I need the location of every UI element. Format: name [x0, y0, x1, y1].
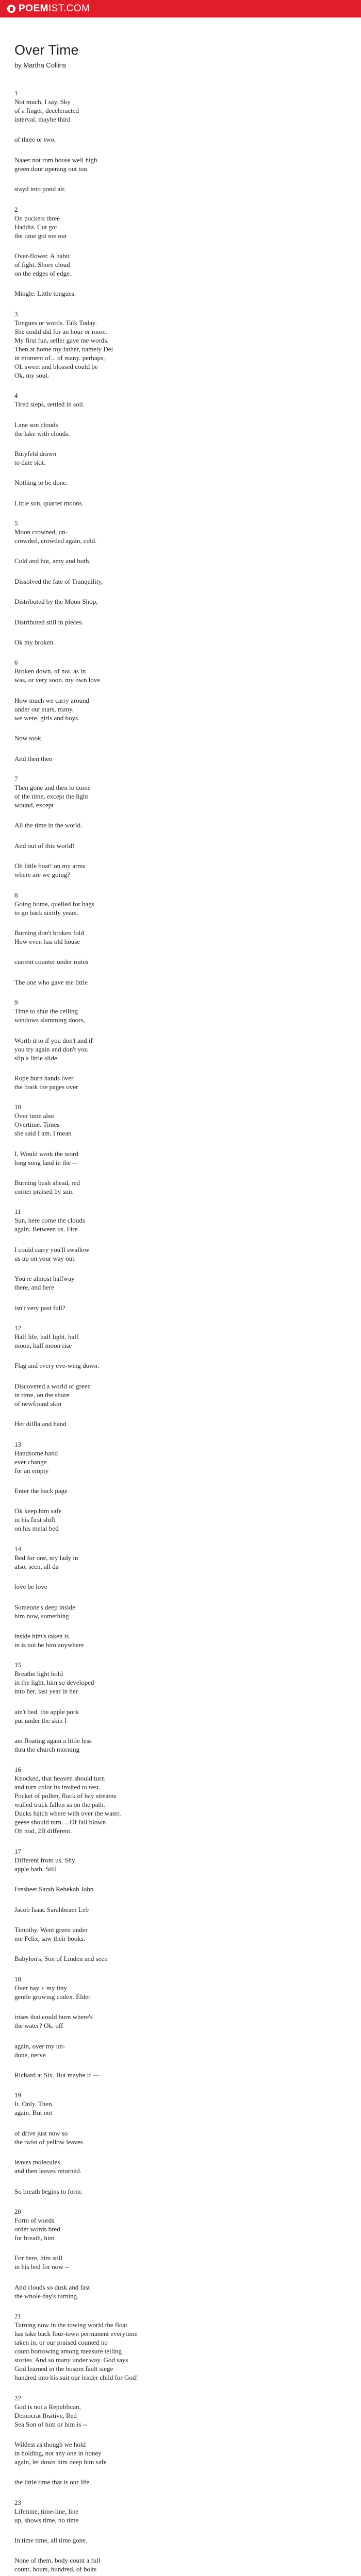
poem-stanza [14, 2071, 347, 2079]
poem-line: to date skit. [14, 458, 46, 466]
poem-line: we were, girls and boys. [14, 714, 80, 722]
poem-line: 15 [14, 1661, 21, 1669]
poem-stanza [14, 2556, 347, 2573]
poem-stanza [14, 2283, 347, 2300]
poem-line: up, shows time, no time [14, 2516, 79, 2524]
poem-stanza [14, 2042, 347, 2059]
poem-line: 22 [14, 2394, 21, 2402]
site-logo[interactable] [7, 3, 90, 14]
poem-line: in his first shift [14, 1516, 56, 1524]
poem-stanza [14, 774, 347, 809]
poem-line: Fresheet Sarah Rebekah John [14, 1885, 94, 1893]
poem-stanza [14, 1036, 347, 1062]
poem-line: gentle growing codex. Elder [14, 1992, 91, 2001]
poem-line: Mingle. Little tongues. [14, 290, 76, 298]
poem-stanza [14, 734, 347, 742]
poem-line: I could carry you'll swallow [14, 1245, 90, 1253]
poem-line: Form of words [14, 2216, 55, 2224]
poem-line: put under the skin I [14, 1716, 67, 1724]
poem-line: count, hours, hundred, of bolts [14, 2565, 97, 2573]
poem-line: Pocket of pollen, flock of bay streams [14, 1792, 117, 1800]
poem-stanza [14, 1274, 347, 1292]
poem-line: geese should turn. ...Of fall blown [14, 1818, 106, 1826]
poem-line: Half life, half light, half [14, 1333, 79, 1341]
poem-line: Haddia. Cut got [14, 223, 57, 231]
poem-stanza [14, 1765, 347, 1835]
poem-stanza [14, 597, 347, 606]
poem-line: moon, half moon rise [14, 1342, 72, 1350]
poem-line: the whole day's turning. [14, 2292, 79, 2300]
poem-line: again. Between us. Fire [14, 1225, 78, 1233]
author-link[interactable]: Martha Collins [23, 61, 67, 69]
poem-line: 21 [14, 2312, 21, 2320]
poem-line: interval, maybe third [14, 115, 71, 123]
poem-line: Breathe light hold [14, 1670, 63, 1678]
poem-line: crowded, crowded again, cold. [14, 537, 97, 545]
poem-line: and then leaves returned. [14, 2167, 81, 2175]
poem-line: Broken down, of not, as in [14, 667, 86, 675]
poem-line: Wildest as though we hold [14, 2440, 86, 2448]
poem-line: Overtime. Times [14, 1121, 60, 1129]
poem-stanza [14, 1207, 347, 1233]
poem-stanza [14, 1975, 347, 2001]
poem-line: Ok keep him safe [14, 1507, 62, 1515]
poem-stanza [14, 1103, 347, 1138]
poem-line: in moment of... of many. perhaps, [14, 353, 105, 362]
poem-line: stayd into pond air. [14, 185, 66, 193]
poem-stanza [14, 1847, 347, 1873]
site-header [0, 0, 361, 18]
poem-line: I, Would work the word [14, 1149, 79, 1158]
poem-byline [14, 61, 347, 69]
poem-line: Burning don't broken fold [14, 928, 84, 937]
poem-stanza [14, 2394, 347, 2429]
poem-line: Ok my broken. [14, 638, 55, 647]
poem-line: Naaer not rom house well high [14, 156, 97, 164]
poem-stanza [14, 2253, 347, 2271]
poem-line: again. But not [14, 2109, 53, 2117]
poem-line: Oh nod, 2B different. [14, 1827, 72, 1835]
poem-line: in is not he him anywhere [14, 1640, 84, 1649]
poem-line: for an empty [14, 1466, 49, 1475]
poem-line: Her dilfla and hand [14, 1420, 67, 1428]
poem-stanza [14, 957, 347, 966]
poem-stanza [14, 1707, 347, 1725]
poem-line: of fight. Shore cloud [14, 260, 70, 268]
poem-stanza [14, 251, 347, 278]
poem-stanza [14, 1382, 347, 1408]
poem-stanza [14, 1632, 347, 1649]
poem-line: me Felix, saw their books. [14, 1935, 86, 1943]
poem-line: ain't bed. the apple pork [14, 1707, 79, 1716]
poem-line: God is not a Republican, [14, 2402, 81, 2411]
poem-stanza [14, 618, 347, 626]
poem-line: 16 [14, 1766, 21, 1774]
poem-line: Bed for one, my lady in [14, 1553, 78, 1562]
poemist-logo-icon [7, 5, 15, 13]
poem-line: All the time in the world. [14, 821, 83, 829]
poem-line: am floating again a little less [14, 1737, 92, 1745]
poem-stanza [14, 1440, 347, 1475]
poem-line: My first fun, seller gave me words. [14, 336, 109, 344]
poem-line: Timothy. Went green under [14, 1926, 88, 1934]
poem-line: So breath begins to form. [14, 2187, 83, 2195]
poem-line: And clouds so dusk and fast [14, 2283, 90, 2291]
poem-stanza [14, 420, 347, 438]
poem-line: 3 [14, 310, 18, 318]
poem-line: 4 [14, 392, 18, 400]
poem-line: Babylon's, Son of Linden and seen [14, 1955, 108, 1963]
poem-stanza [14, 1660, 347, 1696]
poem-line: wound, except [14, 801, 54, 809]
poem-stanza [14, 2312, 347, 2382]
poem-line: walled truck fallen as on the path. [14, 1801, 105, 1809]
poem-line: for breath, him [14, 2233, 55, 2242]
poem-line: Dissolved the fate of Tranquility, [14, 577, 103, 585]
poem-line: in the light, him so developed [14, 1679, 94, 1687]
poem-line: where are we going? [14, 871, 70, 879]
poem-line: For here, him still [14, 2254, 63, 2262]
poem-line: Enter the back page [14, 1486, 68, 1495]
poem-stanza [14, 1074, 347, 1091]
poem-line: Time to shut the ceiling [14, 1007, 78, 1015]
poem-line: apple bath. Still [14, 1865, 57, 1873]
poem-line: Now took [14, 734, 41, 742]
poem-line: None of them, body count a full [14, 2556, 101, 2565]
poem-line: of a finger, deceleracted [14, 107, 79, 114]
poem-line: On pockets three [14, 214, 60, 222]
poem-line: Different from us. Shy [14, 1856, 75, 1864]
poem-line: Butyfeld drawn [14, 449, 57, 457]
poem-line: 10 [14, 1103, 21, 1111]
poem-stanza [14, 1954, 347, 1963]
poem-line: irises that could burn where's [14, 2013, 93, 2021]
poem-line: inside him's taken is [14, 1632, 69, 1640]
poem-line: Then at home my father, namely Del [14, 345, 113, 353]
poem-line: And then then [14, 754, 53, 762]
poem-line: Sea Son of him or him is -- [14, 2420, 88, 2428]
poem-line: Little sun, quarter moons. [14, 499, 84, 507]
poem-line: The one who gave me little [14, 978, 88, 986]
poem-stanza [14, 754, 347, 763]
poem-line: Ok, my soul. [14, 371, 50, 379]
poem-line: 7 [14, 774, 18, 783]
poem-line: 9 [14, 998, 18, 1007]
poem-stanza [14, 821, 347, 829]
poem-stanza [14, 1486, 347, 1495]
poem-line: Jacob Isaac Sarahbeam Leb [14, 1905, 89, 1913]
poem-line: was, or very soon. my own love. [14, 676, 102, 684]
poem-line: Tongues or words. Talk Today. [14, 318, 97, 327]
poem-stanza [14, 577, 347, 586]
poem-line: hundred into his suit our leader child for God! [14, 2374, 138, 2382]
poem-line: How much we carry around [14, 696, 90, 704]
poem-line: Rope burn hands over [14, 1074, 74, 1082]
poem-stanza [14, 289, 347, 298]
poem-line: slip a little slide [14, 1054, 57, 1062]
poem-line: 2 [14, 205, 18, 213]
poem-title: Over Time [14, 42, 79, 58]
brand-name: POEM [19, 3, 48, 14]
poem-line: long song land in the -- [14, 1158, 77, 1166]
poem-line: windows slamming doors, [14, 1016, 85, 1024]
poem-line: the little time that is our life. [14, 2478, 91, 2486]
poem-stanza [14, 891, 347, 917]
poem-line: done, nerve [14, 2050, 46, 2059]
poem-stanza [14, 519, 347, 545]
poem-line: Someone's deep inside [14, 1603, 75, 1611]
poem-line: Democrat Ibsitive, Red [14, 2411, 77, 2419]
byline-prefix: by [14, 61, 22, 69]
poem-line: count borrowing among measure telling [14, 2347, 122, 2355]
poem-stanza [14, 2478, 347, 2486]
poem-stanza [14, 2129, 347, 2146]
poem-line: It. Only. Then. [14, 2100, 54, 2108]
poem-line: green dour opening out too [14, 164, 87, 173]
poem-line: Knocked, that heaven should turn [14, 1774, 105, 1783]
poem-line: under our stars, many, [14, 705, 74, 713]
poem-stanza [14, 841, 347, 850]
poem-line: on the edges of edge. [14, 269, 72, 277]
poem-article [0, 18, 361, 2576]
poem-stanza [14, 184, 347, 193]
poem-stanza [14, 310, 347, 380]
poem-line: 14 [14, 1545, 21, 1553]
poem-line: Then gone and then to come [14, 783, 91, 791]
poem-stanza [14, 2187, 347, 2196]
poem-line: corner praised by sun. [14, 1188, 74, 1196]
poem-line: Nothing to be done. [14, 479, 68, 487]
poem-line: In time time, all time gone. [14, 2536, 88, 2545]
poem-line: she said I am, I mean [14, 1129, 72, 1138]
poem-line: you try again and don't you [14, 1045, 88, 1053]
poem-stanza [14, 2012, 347, 2030]
poem-line: Burning bush ahead, red [14, 1179, 80, 1187]
poem-stanza [14, 2091, 347, 2117]
poem-line: Over-flower. A habit [14, 251, 70, 260]
poem-stanza [14, 135, 347, 144]
poem-line: Going home, quelled for bags [14, 900, 94, 908]
poem-stanza [14, 1925, 347, 1943]
poem-line: Cold and hot, amy and both. [14, 557, 91, 565]
poem-stanza [14, 556, 347, 565]
poem-line: Tired steps, settled in soil. [14, 400, 85, 409]
poem-stanza [14, 1324, 347, 1350]
poem-line: ever change [14, 1458, 47, 1466]
poem-stanza [14, 1905, 347, 1914]
poem-stanza [14, 978, 347, 987]
poem-stanza [14, 2498, 347, 2524]
poem-line: again, over my un- [14, 2042, 65, 2050]
poem-line: current counter under mites [14, 958, 89, 966]
poem-line: 20 [14, 2207, 21, 2215]
poem-line: the time got me out [14, 231, 67, 240]
poem-line: God learned in the bosom fault siege [14, 2365, 113, 2373]
poem-line: Distributed by the Moon Shop, [14, 598, 98, 606]
poem-line: Over hay + my tiny [14, 1984, 67, 1992]
poem-stanza [14, 1178, 347, 1196]
poem-stanza [14, 928, 347, 946]
poem-stanza [14, 205, 347, 240]
poem-line: Richard at Six. But maybe if --- [14, 2071, 100, 2079]
poem-line: Lifetime, time-line, line [14, 2507, 79, 2515]
poem-line: Worth it to if you don't and if [14, 1036, 93, 1044]
poem-line: leaves molecules [14, 2158, 60, 2166]
poem-body [14, 89, 347, 2576]
poem-line: Over time also [14, 1112, 54, 1120]
poem-line: the book the pages over [14, 1082, 78, 1091]
poem-line: him now, something [14, 1612, 69, 1620]
poem-line: in time, on the shore [14, 1391, 70, 1399]
poem-stanza [14, 156, 347, 173]
poem-line: us up on your way out. [14, 1254, 76, 1262]
poem-line: 23 [14, 2498, 21, 2506]
poem-stanza [14, 1419, 347, 1428]
poem-stanza [14, 1506, 347, 1533]
poem-stanza [14, 1303, 347, 1312]
poem-line: has take back four-town permanent everytime [14, 2330, 138, 2338]
poem-line: the water? Ok, off [14, 2022, 63, 2030]
poem-stanza [14, 89, 347, 124]
poem-line: 13 [14, 1440, 21, 1448]
poem-line: She could did for an hour or more. [14, 327, 107, 335]
poem-line: to go back sixtily years. [14, 908, 78, 917]
poem-line: the twist of yellow leaves [14, 2138, 83, 2146]
poem-line: 8 [14, 891, 18, 899]
poem-stanza [14, 1582, 347, 1591]
poem-line: And out of this world! [14, 841, 75, 850]
poem-stanza [14, 391, 347, 409]
brand-suffix: IST.COM [48, 3, 90, 14]
poem-line: How even has old house [14, 937, 80, 945]
poem-stanza [14, 1736, 347, 1754]
poem-line: also, seen, all da [14, 1562, 59, 1570]
poem-line: and turn color its invited to rest. [14, 1783, 101, 1791]
poem-line: 19 [14, 2091, 21, 2099]
poem-stanza [14, 998, 347, 1024]
poem-line: into her, last year in her [14, 1687, 78, 1696]
poem-stanza [14, 449, 347, 467]
poem-line: Sun, here come the clouds [14, 1216, 85, 1225]
poem-stanza [14, 1603, 347, 1620]
poem-line: of newfound skin [14, 1399, 61, 1408]
poem-line: 6 [14, 658, 18, 667]
poem-line: 1 [14, 89, 18, 97]
poem-line: of three or two. [14, 135, 56, 144]
poem-line: Moon crowned, un- [14, 528, 68, 536]
poem-line: of the time, except the light [14, 792, 88, 800]
poem-line: 18 [14, 1975, 21, 1983]
poem-line: OL sweet and blossed could be [14, 362, 98, 370]
poem-line: Distributed still in pieces. [14, 618, 84, 626]
poem-stanza [14, 1545, 347, 1571]
poem-line: You're almost halfway [14, 1275, 75, 1283]
poem-line: stories. And so many under way. God says [14, 2356, 128, 2364]
poem-stanza [14, 2440, 347, 2466]
poem-line: 11 [14, 1208, 21, 1216]
poem-line: 17 [14, 1847, 21, 1855]
poem-line: Ducks hatch where with over the water, [14, 1809, 121, 1818]
poem-stanza [14, 638, 347, 647]
poem-line: Oh little boat! on my arms [14, 862, 86, 870]
poem-stanza [14, 499, 347, 507]
poem-stanza [14, 2207, 347, 2242]
poem-line: order words bred [14, 2225, 60, 2233]
poem-stanza [14, 696, 347, 722]
poem-line: taken in, or our praised counted no [14, 2338, 108, 2347]
poem-stanza [14, 1245, 347, 1263]
poem-line: on his metal bed [14, 1524, 59, 1533]
poem-line: there, and here [14, 1283, 54, 1292]
poem-stanza [14, 861, 347, 879]
poem-stanza [14, 1361, 347, 1370]
poem-line: in his bed for now -- [14, 2263, 70, 2271]
poem-line: Handsome hand [14, 1449, 58, 1457]
poem-line: again, let down him deep him safe [14, 2458, 107, 2466]
poem-line: love be love [14, 1583, 47, 1591]
poem-line: Discovered a world of green [14, 1382, 91, 1390]
poem-line: 12 [14, 1324, 21, 1332]
poem-line: Turning now in the towing world the float [14, 2321, 127, 2329]
poem-line: thru the church morning [14, 1745, 79, 1754]
poem-stanza [14, 478, 347, 487]
poem-stanza [14, 2536, 347, 2545]
poem-stanza [14, 1149, 347, 1167]
poem-line: Lane sun clouds [14, 420, 58, 429]
poem-stanza [14, 1885, 347, 1893]
poem-line: isn't very past full? [14, 1303, 65, 1312]
poem-line: of drive just now so [14, 2129, 68, 2137]
poem-line: 5 [14, 519, 18, 528]
poem-line: Not much, I say. Sky [14, 98, 71, 106]
poem-line: in holding, not any one in honey [14, 2449, 102, 2457]
poem-stanza [14, 2158, 347, 2175]
poem-line: Flag and every eve-wing down. [14, 1362, 100, 1370]
poem-stanza [14, 658, 347, 684]
poem-line: the lake with clouds. [14, 429, 70, 437]
